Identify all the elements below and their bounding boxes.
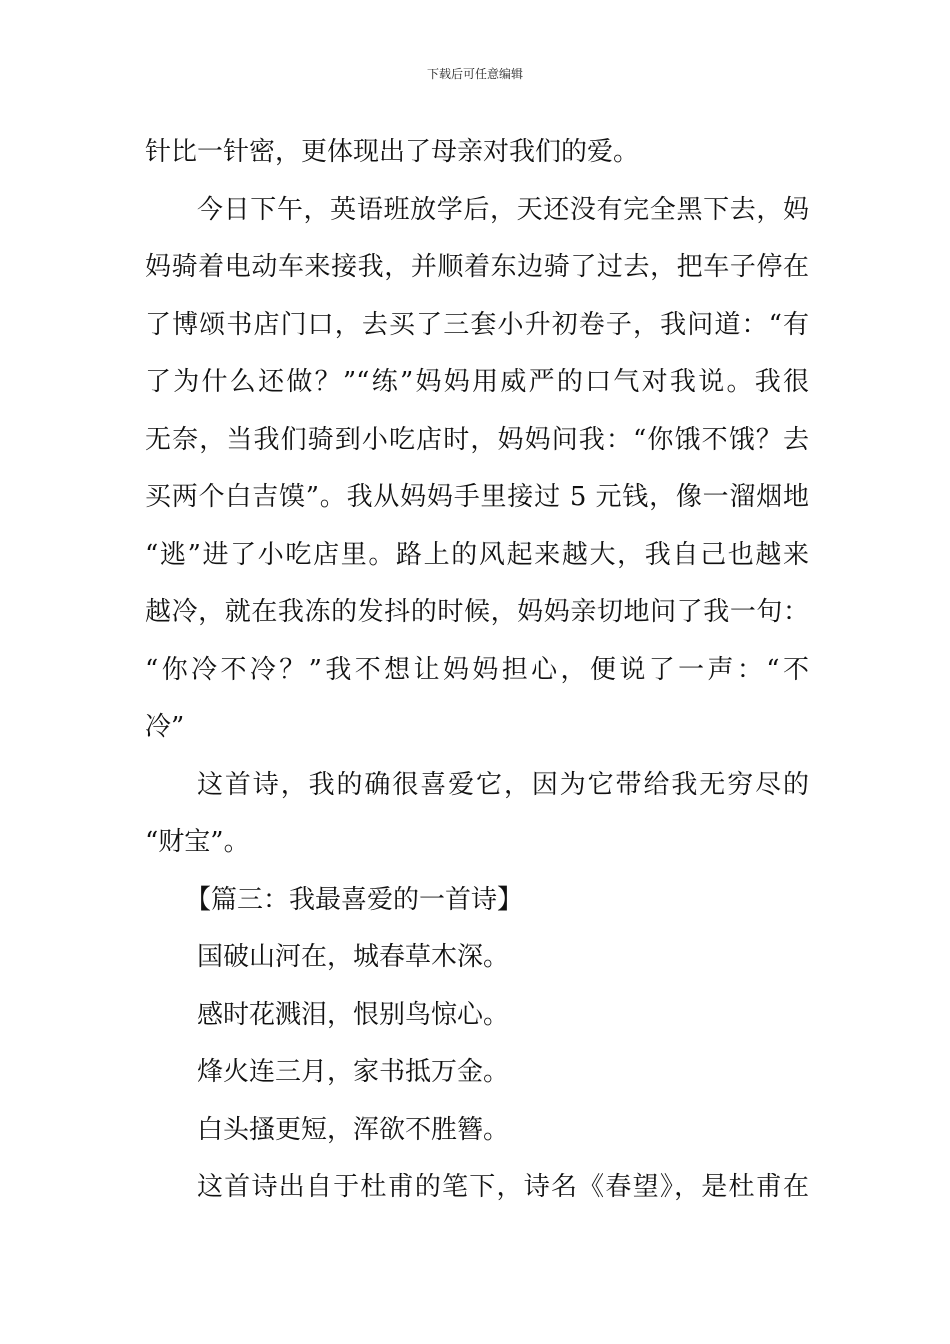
text-line: “财宝”。 <box>145 827 250 857</box>
text-line: “逃”进了小吃店里。路上的风起来越大，我自己也越来 <box>145 539 809 570</box>
text-line: 这首诗，我的确很喜爱它，因为它带给我无穷尽的 <box>197 769 809 800</box>
section-title: 【篇三：我最喜爱的一首诗】 <box>185 884 524 915</box>
document-body <box>145 124 809 1217</box>
poem-line: 烽火连三月，家书抵万金。 <box>197 1057 510 1087</box>
text-line: 了为什么还做？”“练”妈妈用威严的口气对我说。我很 <box>145 367 809 397</box>
text-line: 买两个白吉馍”。我从妈妈手里接过 5 元钱，像一溜烟地 <box>145 482 809 512</box>
text-line: 越冷，就在我冻的发抖的时候，妈妈亲切地问了我一句： <box>145 597 809 627</box>
text-line: 冷” <box>145 712 185 742</box>
text-line: “你冷不冷？”我不想让妈妈担心，便说了一声：“不 <box>145 654 809 685</box>
poem-line: 白头搔更短，浑欲不胜簪。 <box>197 1114 510 1145</box>
text-line: 无奈，当我们骑到小吃店时，妈妈问我：“你饿不饿？去 <box>145 424 809 455</box>
text-line: 这首诗出自于杜甫的笔下，诗名《春望》，是杜甫在 <box>197 1172 809 1202</box>
text-line: 妈骑着电动车来接我，并顺着东边骑了过去，把车子停在 <box>145 252 809 282</box>
text-line: 今日下午，英语班放学后，天还没有完全黑下去，妈 <box>197 194 809 225</box>
text-line: 了博颂书店门口，去买了三套小升初卷子，我问道：“有 <box>145 309 809 340</box>
poem-line: 国破山河在，城春草木深。 <box>197 942 510 972</box>
text-line: 针比一针密，更体现出了母亲对我们的爱。 <box>145 137 640 167</box>
page-header: 下载后可任意编辑 <box>426 67 523 81</box>
poem-line: 感时花溅泪，恨别鸟惊心。 <box>197 999 510 1030</box>
